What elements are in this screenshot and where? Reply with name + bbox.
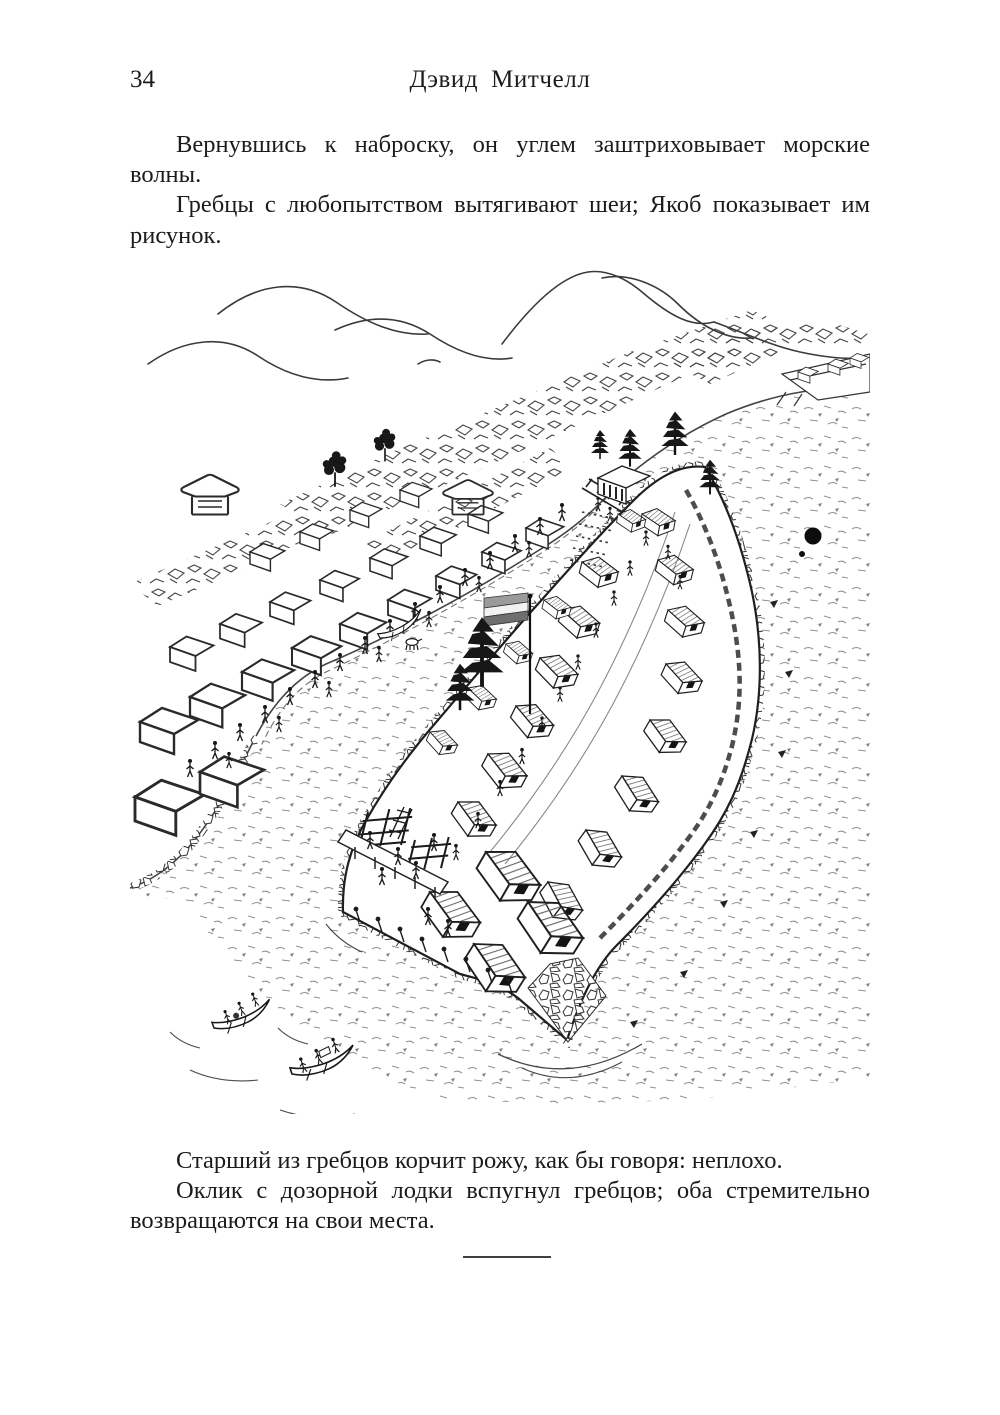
island-sketch-illustration — [130, 252, 870, 1114]
paragraph: Старший из гребцов корчит рожу, как бы говоря: неплохо. — [176, 1147, 783, 1174]
temple-roof — [181, 475, 238, 515]
paragraph: Оклик с дозорной лодки вспугнул гребцов; оба стремительно возвращаются на свои места. — [130, 1177, 870, 1235]
bottom-text-block — [130, 1146, 870, 1237]
paragraph: Гребцы с любопытством вытягивают шеи; Якоб показывает им рисунок. — [130, 191, 870, 249]
running-head: Дэвид Митчелл — [409, 66, 591, 93]
paragraph: Вернувшись к наброску, он углем заштриховывает морские волны. — [130, 131, 870, 189]
section-divider-rule — [463, 1256, 551, 1258]
top-text-block — [130, 130, 870, 251]
page-number: 34 — [130, 66, 155, 93]
